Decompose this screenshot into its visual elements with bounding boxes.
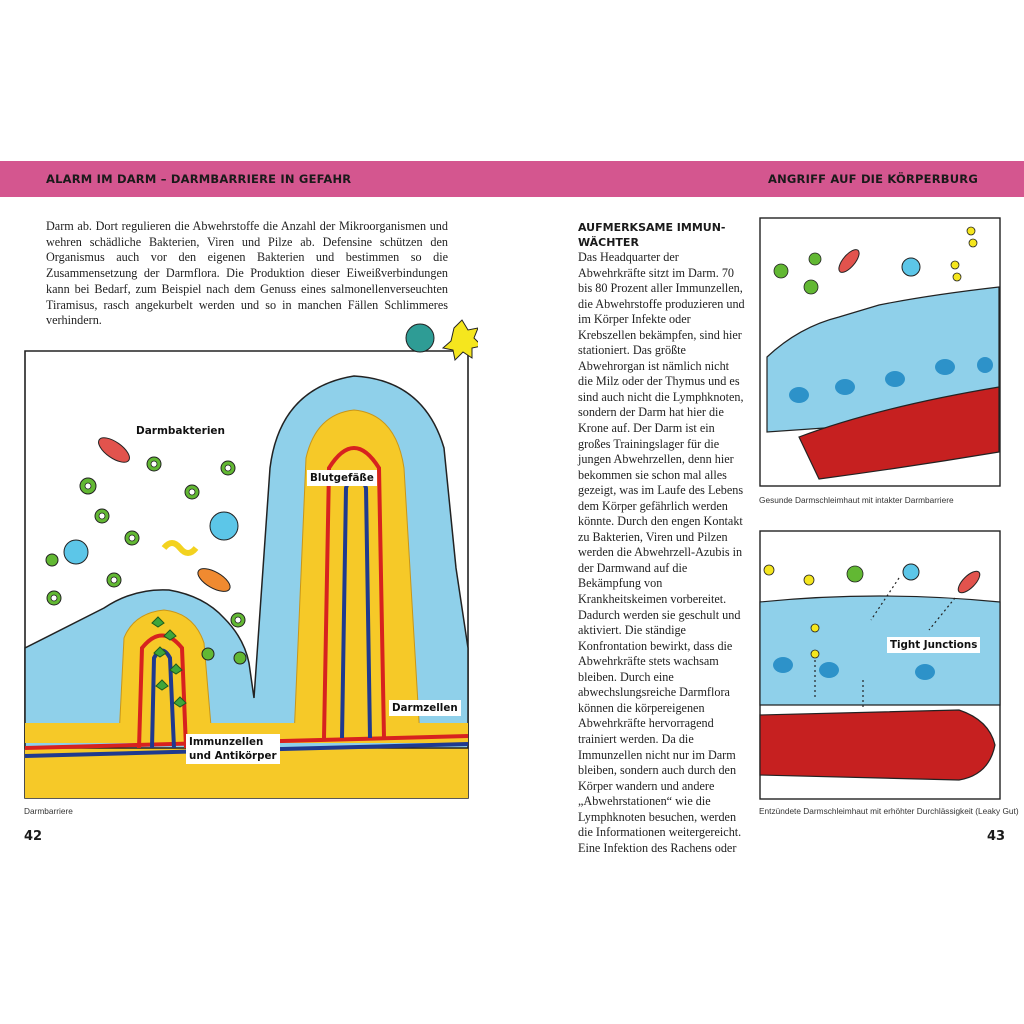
caption-healthy-mucosa: Gesunde Darmschleimhaut mit intakter Darmbarriere bbox=[759, 495, 954, 505]
label-darmbakterien: Darmbakterien bbox=[136, 425, 226, 437]
page-number-right: 43 bbox=[987, 829, 1006, 844]
label-darmzellen: Darmzellen bbox=[389, 700, 461, 716]
leaky-gut-illustration bbox=[759, 530, 1001, 800]
chapter-title-left: ALARM IM DARM – DARMBARRIERE IN GEFAHR bbox=[46, 172, 352, 186]
section-heading: AUFMERKSAME IMMUN-WÄCHTER bbox=[578, 221, 726, 249]
intestinal-barrier-illustration bbox=[24, 318, 478, 800]
intro-paragraph: Darm ab. Dort regulieren die Abwehrstoffe die Anzahl der Mikroorganismen und wehren schädliche Bakterien, Viren und Pilze ab. Defensine schützen den Organismus auch vor den eigenen Bakterien und bestimmen so die Zusammensetzung der Darmflora. Die Produktion dieser Eiweißverbindungen kann bei Bedarf, zum Beispiel nach dem Genuss eines salmonellenverseuchten Tiramisus, rasch angekurbelt werden und so in manchen Fällen Schlimmeres verhindern. bbox=[46, 219, 448, 328]
caption-leaky-gut: Entzündete Darmschleimhaut mit erhöhter Durchlässigkeit (Leaky Gut) bbox=[759, 806, 1019, 816]
mascot-teal-icon bbox=[406, 324, 434, 352]
mascot-yellow-icon bbox=[443, 320, 478, 360]
label-blutgefaesse: Blutgefäße bbox=[307, 470, 377, 486]
healthy-mucosa-illustration bbox=[759, 217, 1001, 487]
label-immunzellen-line2: und Antikörper bbox=[189, 750, 277, 762]
caption-darmbarriere: Darmbarriere bbox=[24, 806, 73, 816]
page-number-left: 42 bbox=[24, 829, 43, 844]
label-tight-junctions: Tight Junctions bbox=[887, 637, 980, 653]
label-immunzellen-line1: Immunzellen bbox=[189, 736, 264, 748]
villus-large-core bbox=[294, 410, 420, 738]
chapter-title-right: ANGRIFF AUF DIE KÖRPERBURG bbox=[767, 172, 978, 186]
section-body: Das Headquarter der Abwehrkräfte sitzt im Darm. 70 bis 80 Prozent aller Immunzellen, die Abwehrstoffe produzieren und im Körper Infekte oder Krebszellen bekämpfen, sind hier stationiert. Das größte Abwehrorgan ist nämlich nicht die Milz oder der Thymus und es sind auch nicht die Lymphknoten, sondern der Darm hat hier die Krone auf. Der Darm ist ein großes Trainingslager für die jungen Abwehrzellen, denn hier bekommen sie schon mal alles gezeigt, was im Laufe des Lebens dem Körper gefährlich werden könnte. Durch den engen Kontakt zu Bakterien, Viren und Pilzen werden die Abwehrzell-Azubis in der Darmwand auf die Bekämpfung von Krankheitskeimen vorbereitet. Dadurch werden sie geschult und aktiviert. Die ständige Konfrontation bewirkt, dass die Abwehrkräfte stets wachsam bleiben. Durch eine abwechslungsreiche Darmflora können die körpereigenen Abwehrkräfte hervorragend trainiert werden. Da die Immunzellen nicht nur im Darm bleiben, sondern auch durch den Körper wandern und andere „Abwehrstationen“ wie die Lymphknoten besuchen, werden die Informationen weitergereicht. Eine Infektion des Rachens oder bbox=[578, 250, 745, 855]
label-immunzellen bbox=[186, 734, 280, 764]
